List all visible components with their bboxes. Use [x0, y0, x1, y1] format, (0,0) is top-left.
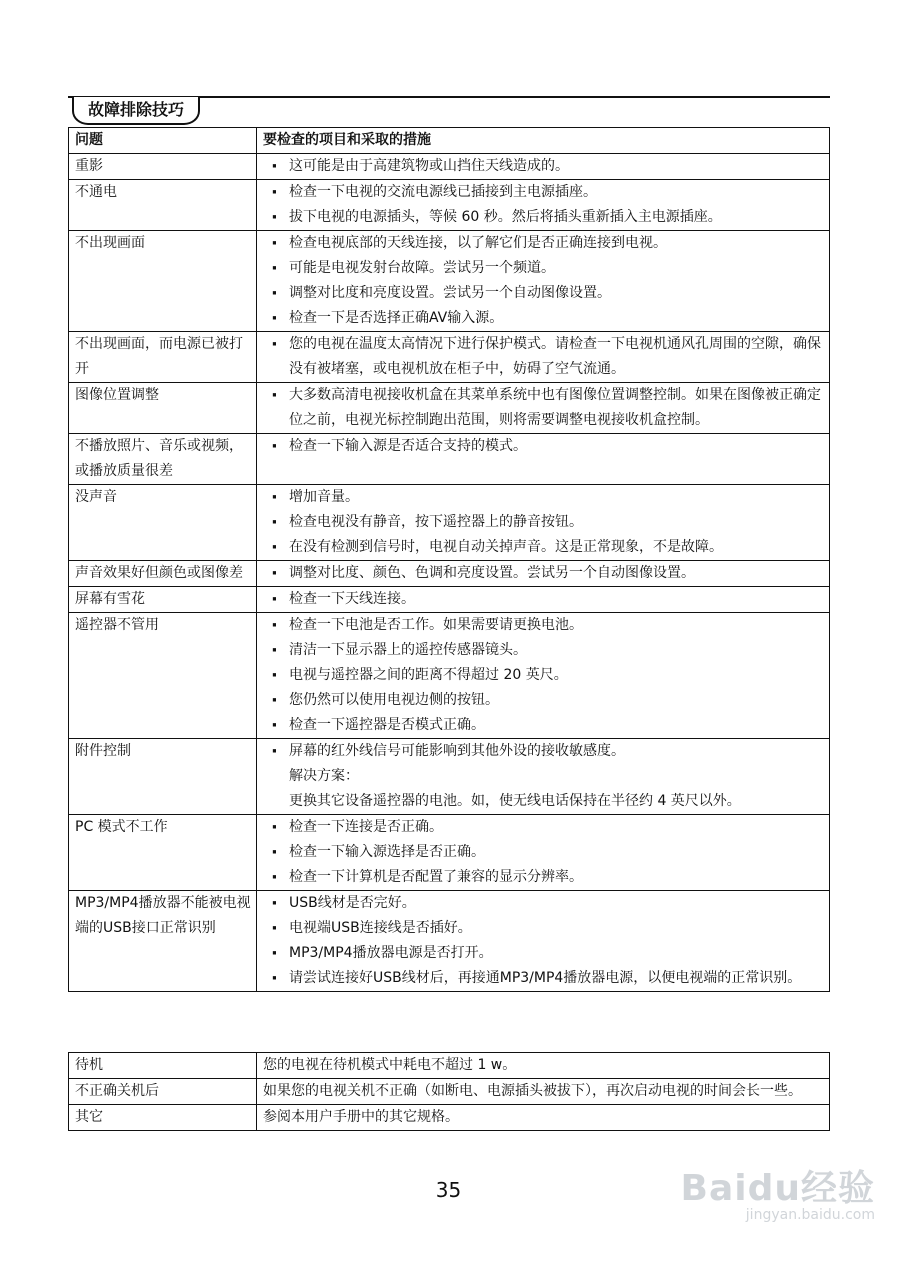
measure-item: · 在没有检测到信号时，电视自动关掉声音。这是正常现象，不是故障。 [263, 535, 823, 560]
issue-cell: MP3/MP4播放器不能被电视端的USB接口正常识别 [69, 891, 257, 992]
info-label: 待机 [69, 1053, 257, 1079]
measure-list [263, 561, 823, 586]
measure-item: · 电视与遥控器之间的距离不得超过 20 英尺。 [263, 663, 823, 688]
measure-item: · 您的电视在温度太高情况下进行保护模式。请检查一下电视机通风孔周围的空隙，确保没有被堵塞，或电视机放在柜子中，妨碍了空气流通。 [263, 332, 823, 382]
info-text: 如果您的电视关机不正确（如断电、电源插头被拔下），再次启动电视的时间会长一些。 [257, 1079, 830, 1105]
table-row [69, 231, 830, 332]
measure-item: · 清洁一下显示器上的遥控传感器镜头。 [263, 638, 823, 663]
measure-cell [257, 231, 830, 332]
measure-item: · 检查电视没有静音，按下遥控器上的静音按钮。 [263, 510, 823, 535]
issue-cell: 重影 [69, 154, 257, 180]
issue-cell: 不播放照片、音乐或视频，或播放质量很差 [69, 434, 257, 485]
measure-cell [257, 383, 830, 434]
measure-list [263, 434, 823, 459]
measure-list [263, 815, 823, 890]
measure-list [263, 613, 823, 738]
measure-list [263, 485, 823, 560]
watermark [681, 1160, 875, 1223]
info-row [69, 1105, 830, 1131]
measure-item: · 检查一下遥控器是否模式正确。 [263, 713, 823, 738]
troubleshooting-table [68, 127, 830, 992]
measure-item: · 这可能是由于高建筑物或山挡住天线造成的。 [263, 154, 823, 179]
page-number: 35 [435, 1178, 462, 1202]
info-label: 不正确关机后 [69, 1079, 257, 1105]
table-row [69, 739, 830, 815]
info-text: 参阅本用户手册中的其它规格。 [257, 1105, 830, 1131]
measure-list [263, 332, 823, 382]
measure-item: · 电视端USB连接线是否插好。 [263, 916, 823, 941]
extra-info-table [68, 1052, 830, 1131]
issue-cell: 不出现画面，而电源已被打开 [69, 332, 257, 383]
measure-item: · 可能是电视发射台故障。尝试另一个频道。 [263, 256, 823, 281]
measure-item: · USB线材是否完好。 [263, 891, 823, 916]
table-row [69, 815, 830, 891]
measure-item: · 屏幕的红外线信号可能影响到其他外设的接收敏感度。 [263, 739, 823, 764]
section-title: 故障排除技巧 [72, 97, 200, 125]
measure-cell [257, 154, 830, 180]
measure-cell [257, 739, 830, 815]
measure-item: · 检查一下天线连接。 [263, 587, 823, 612]
table-row [69, 613, 830, 739]
measure-item: · 检查一下电池是否工作。如果需要请更换电池。 [263, 613, 823, 638]
measure-list [263, 739, 823, 764]
measure-note: 解决方案： [289, 768, 359, 784]
measure-item: · 调整对比度、颜色、色调和亮度设置。尝试另一个自动图像设置。 [263, 561, 823, 586]
measure-cell [257, 613, 830, 739]
issue-header: 问题 [69, 128, 257, 154]
table-row [69, 561, 830, 587]
measure-cell [257, 434, 830, 485]
measure-item: · 检查一下连接是否正确。 [263, 815, 823, 840]
issue-cell: PC 模式不工作 [69, 815, 257, 891]
table-row [69, 485, 830, 561]
measure-cell [257, 587, 830, 613]
issue-cell: 不出现画面 [69, 231, 257, 332]
measure-cell [257, 891, 830, 992]
issue-cell: 图像位置调整 [69, 383, 257, 434]
table-row [69, 332, 830, 383]
measure-item: · 请尝试连接好USB线材后，再接通MP3/MP4播放器电源，以便电视端的正常识别。 [263, 966, 823, 991]
issue-cell: 遥控器不管用 [69, 613, 257, 739]
measure-item: · 检查一下计算机是否配置了兼容的显示分辨率。 [263, 865, 823, 890]
measure-list [263, 587, 823, 612]
measure-item: · MP3/MP4播放器电源是否打开。 [263, 941, 823, 966]
measure-cell [257, 180, 830, 231]
issue-cell: 没声音 [69, 485, 257, 561]
measure-list [263, 383, 823, 433]
measure-header: 要检查的项目和采取的措施 [257, 128, 830, 154]
issue-cell: 屏幕有雪花 [69, 587, 257, 613]
measure-cell [257, 561, 830, 587]
measure-item: · 检查一下输入源是否适合支持的模式。 [263, 434, 823, 459]
table-row [69, 891, 830, 992]
measure-list [263, 231, 823, 331]
issue-cell: 附件控制 [69, 739, 257, 815]
info-text: 您的电视在待机模式中耗电不超过 1 w。 [257, 1053, 830, 1079]
info-row [69, 1053, 830, 1079]
measure-item: · 拔下电视的电源插头，等候 60 秒。然后将插头重新插入主电源插座。 [263, 205, 823, 230]
measure-item: · 检查一下电视的交流电源线已插接到主电源插座。 [263, 180, 823, 205]
issue-cell: 声音效果好但颜色或图像差 [69, 561, 257, 587]
measure-list [263, 180, 823, 230]
info-row [69, 1079, 830, 1105]
issue-cell: 不通电 [69, 180, 257, 231]
measure-item: · 检查一下输入源选择是否正确。 [263, 840, 823, 865]
table-row [69, 587, 830, 613]
watermark-url: jingyan.baidu.com [745, 1207, 875, 1223]
info-label: 其它 [69, 1105, 257, 1131]
measure-item: · 检查一下是否选择正确AV输入源。 [263, 306, 823, 331]
watermark-logo: Baidu经验 [680, 1168, 875, 1209]
measure-item: · 检查电视底部的天线连接，以了解它们是否正确连接到电视。 [263, 231, 823, 256]
measure-item: · 大多数高清电视接收机盒在其菜单系统中也有图像位置调整控制。如果在图像被正确定位之前，电视光标控制跑出范围，则将需要调整电视接收机盒控制。 [263, 383, 823, 433]
table-row [69, 154, 830, 180]
measure-cell [257, 332, 830, 383]
measure-cell [257, 815, 830, 891]
table-row [69, 180, 830, 231]
measure-cell [257, 485, 830, 561]
measure-note: 更换其它设备遥控器的电池。如，使无线电话保持在半径约 4 英尺以外。 [289, 793, 741, 809]
table-row [69, 383, 830, 434]
header-row [69, 128, 830, 154]
measure-item: · 您仍然可以使用电视边侧的按钮。 [263, 688, 823, 713]
measure-item: · 增加音量。 [263, 485, 823, 510]
table-row [69, 434, 830, 485]
measure-list [263, 891, 823, 991]
measure-list [263, 154, 823, 179]
measure-item: · 调整对比度和亮度设置。尝试另一个自动图像设置。 [263, 281, 823, 306]
